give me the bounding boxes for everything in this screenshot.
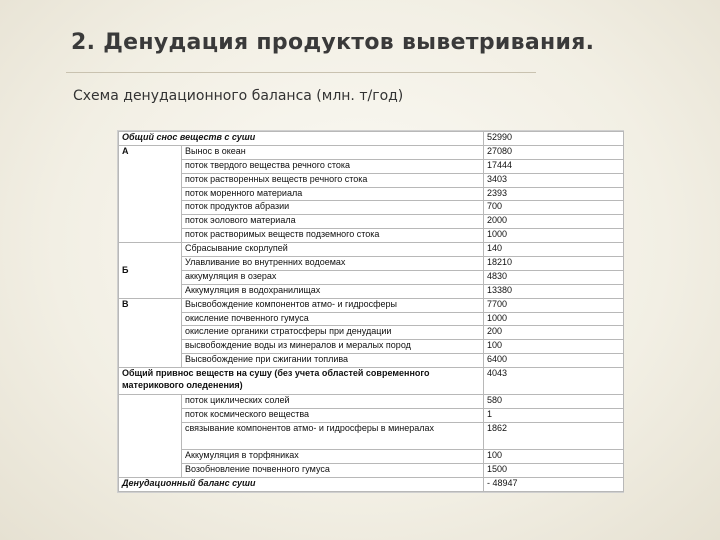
total-input-label: Общий привнос веществ на сушу (без учета областей современного материкового оледенения) bbox=[119, 368, 484, 395]
row-label: связывание компонентов атмо- и гидросферы в минералах bbox=[182, 422, 484, 449]
row-value: 7700 bbox=[484, 298, 624, 312]
row-value: 100 bbox=[484, 449, 624, 463]
table-row bbox=[119, 187, 624, 201]
row-label: Улавливание во внутренних водоемах bbox=[182, 257, 484, 271]
section-b-label: Б bbox=[119, 243, 182, 299]
denudation-balance-table bbox=[117, 130, 624, 493]
row-label: Сбрасывание скорлупей bbox=[182, 243, 484, 257]
row-value: 100 bbox=[484, 340, 624, 354]
row-value: 3403 bbox=[484, 173, 624, 187]
table-row bbox=[119, 201, 624, 215]
table-row bbox=[119, 257, 624, 271]
table-row bbox=[119, 173, 624, 187]
row-label: поток циклических солей bbox=[182, 395, 484, 409]
table-row bbox=[119, 243, 624, 257]
row-value: 17444 bbox=[484, 159, 624, 173]
row-value: 27080 bbox=[484, 145, 624, 159]
total-removal-value: 52990 bbox=[484, 132, 624, 146]
row-label: Высвобождение компонентов атмо- и гидросферы bbox=[182, 298, 484, 312]
row-value: 13380 bbox=[484, 284, 624, 298]
row-value: 200 bbox=[484, 326, 624, 340]
table-row bbox=[119, 326, 624, 340]
table-row bbox=[119, 298, 624, 312]
row-value: 580 bbox=[484, 395, 624, 409]
table-row bbox=[119, 449, 624, 463]
table-row bbox=[119, 312, 624, 326]
balance-value: - 48947 bbox=[484, 477, 624, 491]
row-label: Высвобождение при сжигании топлива bbox=[182, 354, 484, 368]
row-label: Вынос в океан bbox=[182, 145, 484, 159]
table-row-balance bbox=[119, 477, 624, 491]
row-value: 1 bbox=[484, 409, 624, 423]
table-row bbox=[119, 463, 624, 477]
row-value: 700 bbox=[484, 201, 624, 215]
row-label: окисление почвенного гумуса bbox=[182, 312, 484, 326]
row-label: Возобновление почвенного гумуса bbox=[182, 463, 484, 477]
total-input-value: 4043 bbox=[484, 368, 624, 395]
balance-label: Денудационный баланс суши bbox=[119, 477, 484, 491]
table-row bbox=[119, 409, 624, 423]
table-row bbox=[119, 354, 624, 368]
table-row bbox=[119, 159, 624, 173]
row-value: 1000 bbox=[484, 229, 624, 243]
row-label: поток продуктов абразии bbox=[182, 201, 484, 215]
section-v-label: В bbox=[119, 298, 182, 367]
row-value: 2000 bbox=[484, 215, 624, 229]
table-row bbox=[119, 145, 624, 159]
slide-subtitle: Схема денудационного баланса (млн. т/год) bbox=[73, 88, 404, 104]
row-value: 18210 bbox=[484, 257, 624, 271]
title-divider bbox=[66, 72, 536, 73]
row-label: поток эолового материала bbox=[182, 215, 484, 229]
row-label: поток космического вещества bbox=[182, 409, 484, 423]
row-label: Аккумуляция в торфяниках bbox=[182, 449, 484, 463]
total-removal-label: Общий снос веществ с суши bbox=[119, 132, 484, 146]
row-label: поток растворенных веществ речного стока bbox=[182, 173, 484, 187]
table-row bbox=[119, 270, 624, 284]
table-row-total-removal bbox=[119, 132, 624, 146]
input-group-spacer bbox=[119, 395, 182, 478]
row-value: 1000 bbox=[484, 312, 624, 326]
slide-title: 2. Денудация продуктов выветривания. bbox=[71, 30, 595, 55]
row-label: поток растворимых веществ подземного стока bbox=[182, 229, 484, 243]
row-value: 1500 bbox=[484, 463, 624, 477]
table-row bbox=[119, 229, 624, 243]
row-label: окисление органики стратосферы при денудации bbox=[182, 326, 484, 340]
table-row bbox=[119, 284, 624, 298]
table-row bbox=[119, 395, 624, 409]
row-value: 1862 bbox=[484, 422, 624, 449]
table-row-total-input bbox=[119, 368, 624, 395]
section-a-label: А bbox=[119, 145, 182, 242]
row-value: 4830 bbox=[484, 270, 624, 284]
row-label: аккумуляция в озерах bbox=[182, 270, 484, 284]
table-row bbox=[119, 422, 624, 449]
row-label: поток моренного материала bbox=[182, 187, 484, 201]
row-label: Аккумуляция в водохранилищах bbox=[182, 284, 484, 298]
row-value: 2393 bbox=[484, 187, 624, 201]
row-value: 140 bbox=[484, 243, 624, 257]
row-label: поток твердого вещества речного стока bbox=[182, 159, 484, 173]
table-row bbox=[119, 340, 624, 354]
row-value: 6400 bbox=[484, 354, 624, 368]
row-label: высвобождение воды из минералов и мералых пород bbox=[182, 340, 484, 354]
table-row bbox=[119, 215, 624, 229]
